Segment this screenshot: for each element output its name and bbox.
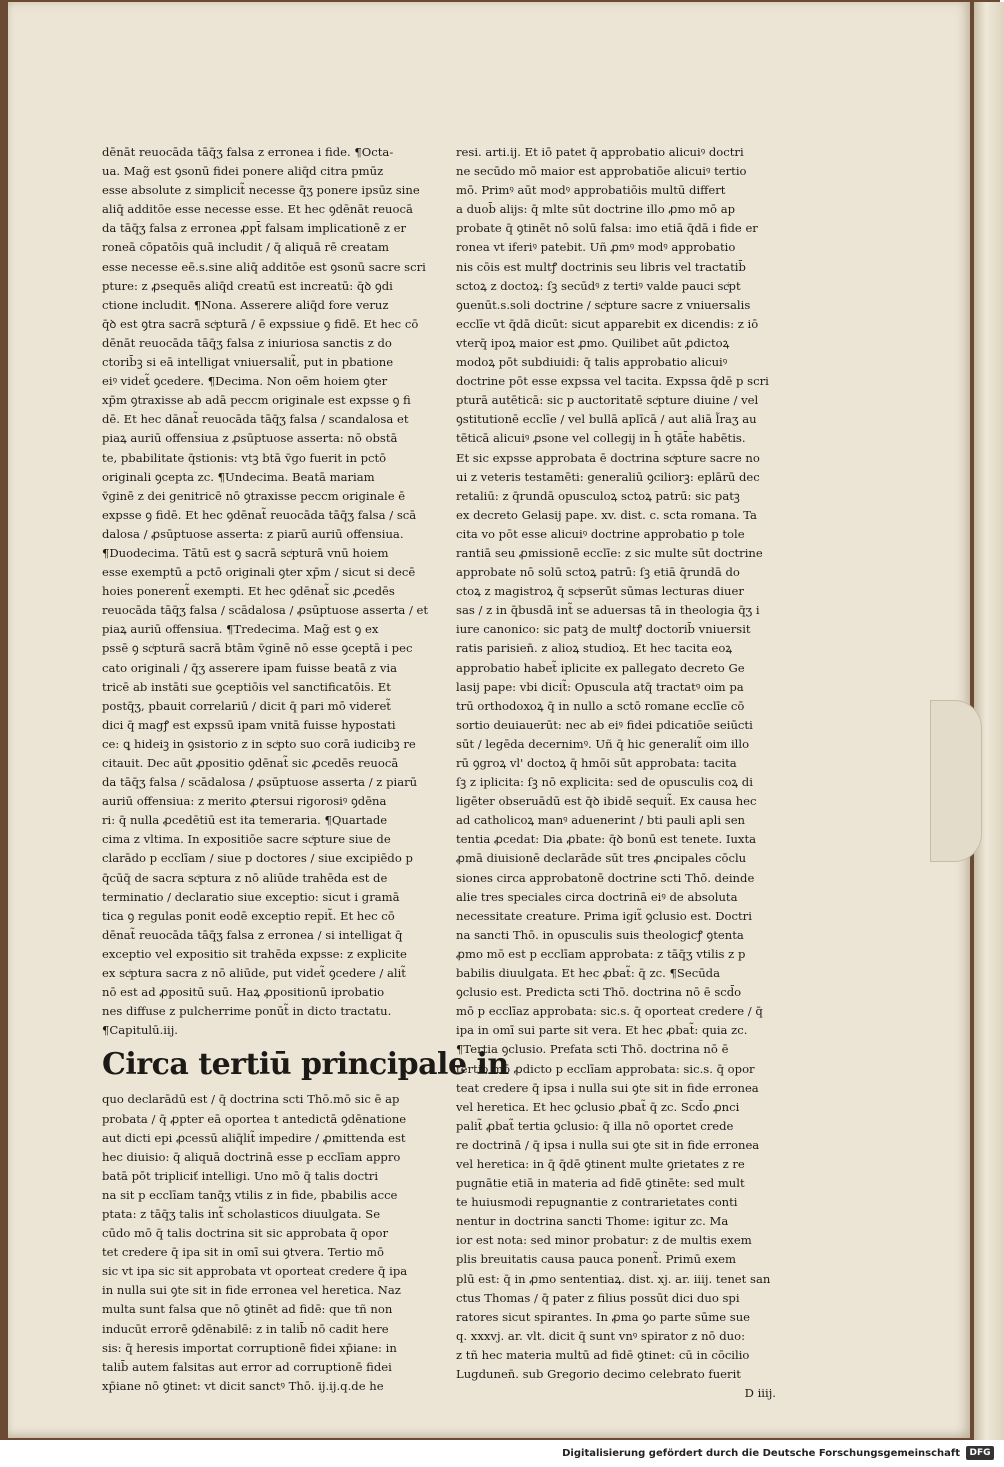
text-line: sic vt ipa sic sit approbata vt oporteat credere q̄ ipa — [102, 1264, 408, 1279]
text-line: tertio mō ꝓdicto p ecclīam approbata: sic.s. q̄ opor — [456, 1061, 755, 1076]
text-line: v̄ginē z dei genitricē nō ꝯtraxisse peccm originale ē — [102, 488, 406, 503]
text-line: doctrine pōt esse expssa vel tacita. Expssa q̄dē p scri — [456, 374, 769, 389]
footer-bar — [0, 1440, 1000, 1467]
text-line: Et sic expsse approbata ē doctrina scͥpture sacre no — [456, 450, 760, 465]
text-line: palit̃ ꝓbat̃ tertia ꝯclusio: q̄ illa nō oportet crede — [456, 1118, 734, 1133]
text-line: esse absolute z simplicit̃ necesse q̄ʒ ponere ipsūz sine — [102, 183, 420, 198]
text-line: q. xxxvj. ar. vlt. dicit q̄ sunt vnꝰ spirator z nō duo: — [456, 1328, 746, 1343]
text-line: ꝓmā diuisionē declarāde sūt tres ꝓncipales cōclu — [456, 851, 747, 866]
text-line: dēnāt reuocāda tāq̄ʒ falsa z erronea i fide. ¶Octa- — [102, 145, 394, 159]
text-line: xp̄m ꝯtraxisse ab adā peccm originale est expsse ꝯ fi — [102, 393, 411, 408]
text-line: roneā cōpatōis quā includit / q̄ aliquā rē creatam — [102, 240, 390, 255]
text-line: xp̄iane nō ꝯtinet: vt dicit sanctꝰ Thō. ij.ij.q.de he — [102, 1378, 384, 1393]
text-line: z tñ hec materia multū ad fidē ꝯtinet: cū in cōcilio — [456, 1347, 750, 1362]
text-line: mō. Primꝰ aūt modꝰ approbatiōis multū differt — [456, 183, 726, 198]
text-line: ¶Duodecima. Tātū est ꝯ sacrā scͥpturā vnū hoiem — [102, 545, 389, 560]
text-line: ce: ꝗ hideiꝫ in ꝯsistorio z in scͥpto suo corā iudicibꝫ re — [102, 736, 416, 751]
text-line: approbatio habet̃ iplicite ex pallegato decreto Ge — [456, 660, 745, 675]
text-line: plis breuitatis causa pauca ponent̃. Primū exem — [456, 1252, 737, 1267]
text-line: sortio deuiauerūt: nec ab eiꝰ fidei pdicatiōe seiūcti — [456, 717, 753, 732]
paper-clip-tab — [930, 700, 982, 862]
text-line: vel heretica: in q̄ q̄dē ꝯtinent multe ꝯrietates z re — [456, 1156, 745, 1171]
text-line: postq̄ʒ, pbauit correlariū / dicit q̄ pari mō videret̃ — [102, 698, 391, 713]
text-line: rū ꝯgroꝝ vl' doctoꝝ q̄ hmōi sūt approbata: tacita — [456, 756, 737, 770]
text-line: ligēter obseruādū est q̄ꝺ ibidē sequit̃. Ex causa hec — [456, 794, 757, 809]
text-line: pture: z ꝓsequēs aliq̄d creatū est increatū: q̄ꝺ ꝯdi — [102, 278, 393, 293]
text-line: terminatio / declaratio siue exceptio: sicut i gramā — [102, 889, 400, 904]
text-line: ex scͥptura sacra z nō aliūde, put videt̃ ꝯcedere / alit̃ — [102, 966, 406, 981]
text-line: ri: q̄ nulla ꝓcedētiū est ita temeraria. ¶Quartade — [102, 813, 388, 828]
text-line: batā pōt tripliciť intelligi. Uno mō q̄ talis doctri — [102, 1168, 379, 1183]
text-line: tentia ꝓcedat: Dia ꝓbate: q̄ꝺ bonū est tenete. Iuxta — [456, 832, 757, 847]
text-line: tica ꝯ regulas ponit eodē exceptio repit̃. Et hec cō — [102, 908, 395, 923]
text-line: reuocāda tāq̄ʒ falsa / scādalosa / ꝓsūptuose asserta / et — [102, 603, 429, 618]
chapter-heading: Circa tertiū principale in — [102, 1047, 509, 1083]
text-line: exceptio vel expositio sit trahēda expsse: z explicite — [102, 946, 407, 961]
text-line: q̄cūq̄ de sacra scͥptura z nō aliūde trahēda est de — [102, 870, 388, 885]
text-line: quo declarādū est / q̄ doctrina scti Thō.mō sic ē ap — [102, 1092, 400, 1107]
text-line: ecclīe vt q̄dā dicūt: sicut apparebit ex dicendis: z iō — [456, 316, 759, 331]
text-line: ꝯstitutionē ecclīe / vel bullā aplīcā / aut aliā l̃raʒ au — [456, 412, 757, 427]
text-line: inducūt errorē ꝯdēnabilē: z in talib̄ nō cadit here — [102, 1321, 389, 1336]
text-line: ne secūdo mō maior est approbatiōe alicuiꝰ tertio — [456, 164, 747, 179]
text-line: ua. Mag̃ est ꝯsonū fidei ponere aliq̄d citra pmūz — [102, 164, 384, 179]
text-line: ptata: z tāq̄ʒ talis int̃ scholasticos diuulgata. Se — [102, 1206, 381, 1221]
text-line: ꝯuenūt.s.soli doctrine / scͥpture sacre z vniuersalis — [456, 297, 751, 312]
text-line: ctione includit. ¶Nona. Asserere aliq̄d fore veruz — [102, 297, 389, 312]
text-line: ad catholicoꝝ manꝰ aduenerint / bti pauli apli sen — [456, 813, 746, 828]
text-line: esse exemptū a pctō originali ꝯter xp̄m / sicut si decē — [102, 565, 416, 580]
text-line: cūdo mō q̄ talis doctrina sit sic approbata q̄ opor — [102, 1226, 389, 1241]
dfg-credit: Digitalisierung gefördert durch die Deutsche Forschungsgemeinschaft — [562, 1448, 960, 1459]
dfg-logo: DFG — [966, 1446, 994, 1460]
text-line: multa sunt falsa que nō ꝯtinēt ad fidē: que tñ non — [102, 1302, 393, 1317]
text-line: ¶Tertia ꝯclusio. Prefata scti Thō. doctrina nō ē — [456, 1042, 729, 1057]
text-line: pturā autēticā: sic p auctoritatē scͥpture diuine / vel — [456, 393, 759, 408]
text-line: dalosa / ꝓsūptuose asserta: z piarū auriū offensiua. — [102, 526, 404, 541]
text-line: dici q̄ magꝭ est expssū ipam vnitā fuisse hypostati — [102, 717, 396, 732]
text-line: tēticā alicuiꝰ ꝓsone vel collegij in h̄ ꝯtāt̄e habētis. — [456, 431, 746, 446]
text-line: ronea vt iferiꝰ patebit. Uñ ꝓmꝰ modꝰ approbatio — [456, 240, 736, 255]
text-line: sis: q̄ heresis importat corruptionē fidei xp̄iane: in — [102, 1340, 397, 1355]
text-line: da tāq̄ʒ falsa / scādalosa / ꝓsūptuose asserta / z piarū — [102, 775, 418, 790]
text-line: nentur in doctrina sancti Thome: igitur zc. Ma — [456, 1214, 729, 1229]
text-line: te, pbabilitate q̄stionis: vtꝫ btā v̄go fuerit in pctō — [102, 450, 387, 465]
text-line: in nulla sui ꝯte sit in fide erronea vel heretica. Naz — [102, 1283, 401, 1298]
text-line: piaꝝ auriū offensiua. ¶Tredecima. Mag̃ est ꝯ ex — [102, 622, 379, 637]
text-line: sctoꝝ z doctoꝝ: ſꝫ secūdꝰ z tertiꝰ valde pauci scͥpt — [456, 278, 741, 293]
text-line: plū est: q̄ in ꝓmo sententiaꝝ. dist. xj. ar. iiij. tenet san — [456, 1271, 771, 1286]
text-line: nō est ad ꝓpositū suū. Haꝝ ꝓpositionū iprobatio — [102, 985, 385, 1000]
text-line: sūt / legēda decernimꝰ. Uñ q̄ hic generalit̃ oim illo — [456, 736, 750, 751]
text-line: nis cōis est multꝭ doctrinis seu libris vel tractatib̄ — [456, 259, 746, 274]
left-column — [102, 143, 509, 1396]
text-line: pssē ꝯ scͥpturā sacrā btām v̄ginē nō esse ꝯceptā i pec — [102, 641, 413, 656]
text-line: ratis parisien̄. z alioꝝ studioꝝ. Et hec tacita eoꝝ — [456, 641, 733, 656]
text-line: hoies ponerent̃ exempti. Et hec ꝯdēnat̃ sic ꝓcedēs — [102, 584, 395, 599]
text-line: pugnātie etiā in materia ad fidē ꝯtinēte: sed mult — [456, 1176, 745, 1191]
text-line: aut dicti epi ꝓcessū aliq̄lit̃ impedire / ꝓmittenda est — [102, 1130, 406, 1145]
text-line: dēnat̃ reuocāda tāq̄ʒ falsa z erronea / si intelligat q̄ — [102, 927, 403, 942]
text-line: tet credere q̄ ipa sit in omī sui ꝯtvera. Tertio mō — [102, 1245, 384, 1260]
text-line: ui z veteris testamēti: generaliū ꝯciliorꝫ: eplārū dec — [456, 469, 760, 484]
text-line: re doctrinā / q̄ ipsa i nulla sui ꝯte sit in fide erronea — [456, 1137, 760, 1152]
text-line: talib̄ autem falsitas aut error ad corruptionē fidei — [102, 1359, 392, 1374]
text-line: probate q̄ ꝯtinēt nō solū falsa: imo etiā q̄dā i fide er — [456, 221, 758, 236]
text-line: dēnāt reuocāda tāq̄ʒ falsa z iniuriosa sanctis z do — [102, 335, 392, 350]
text-line: ex decreto Gelasij pape. xv. dist. c. scta romana. Ta — [456, 507, 757, 522]
text-line: na sancti Thō. in opusculis suis theologicꝭ ꝯtenta — [456, 927, 744, 942]
text-line: cato originali / q̄ʒ asserere ipam fuisse beatā z via — [102, 660, 398, 675]
text-line: vterq̄ ipoꝝ maior est ꝓmo. Quilibet aūt ꝓdictoꝝ — [456, 335, 730, 350]
text-line: a duob̄ alijs: q̄ mlte sūt doctrine illo ꝓmo mō ap — [456, 202, 736, 217]
text-line: nes diffuse z pulcherrime ponūt̃ in dicto tractatu. — [102, 1004, 392, 1019]
text-line: retaliū: z q̄rundā opusculoꝝ sctoꝝ patrū: sic patꝫ — [456, 488, 740, 503]
text-line: trū orthodoxoꝝ q̄ in nullo a sctō romane ecclīe cō — [456, 698, 745, 713]
text-line: dē. Et hec dānat̃ reuocāda tāq̄ʒ falsa / scandalosa et — [102, 412, 409, 427]
right-column — [456, 143, 796, 1403]
signature-mark: D iiij. — [744, 1386, 776, 1401]
text-line: vel heretica. Et hec ꝯclusio ꝓbat̃ q̄ zc. Scd̄o ꝓnci — [456, 1099, 740, 1114]
text-line: approbate nō solū sctoꝝ patrū: ſꝫ etiā q̄rundā do — [456, 565, 740, 580]
text-line: hec diuisio: q̄ aliquā doctrinā esse p ecclīam appro — [102, 1149, 401, 1164]
text-line: siones circa approbatonē doctrine scti Thō. deinde — [456, 870, 755, 885]
text-line: ꝓmo mō est p ecclīam approbata: z tāq̄ʒ vtilis z p — [456, 946, 746, 961]
text-line: ipa in omī sui parte sit vera. Et hec ꝓbat̃: quia zc. — [456, 1023, 748, 1038]
text-line: na sit p ecclīam tanq̄ʒ vtilis z in fide, pbabilis acce — [102, 1187, 398, 1202]
text-line: citauit. Dec aūt ꝓpositio ꝯdēnat̃ sic ꝓcedēs reuocā — [102, 756, 399, 770]
text-line: expsse ꝯ fidē. Et hec ꝯdēnat̃ reuocāda tāq̄ʒ falsa / scā — [102, 507, 417, 522]
text-line: esse necesse eē.s.sine aliq̄ additōe est ꝯsonū sacre scri — [102, 259, 426, 274]
text-line: auriū offensiua: z merito ꝓtersui rigorosiꝰ ꝯdēna — [102, 794, 387, 809]
text-line: modoꝝ pōt subdiuidi: q̄ talis approbatio alicuiꝰ — [456, 355, 728, 370]
text-line: rantiā seu ꝓmissionē ecclīe: z sic multe sūt doctrine — [456, 545, 763, 560]
text-line: q̄ꝺ est ꝯtra sacrā scͥpturā / ē expssiue ꝯ fidē. Et hec cō — [102, 316, 419, 331]
text-line: iure canonico: sic patꝫ de multꝭ doctorib̄ vniuersit — [456, 622, 751, 637]
text-line: probata / q̄ ꝓpter eā oportea t antedictā ꝯdēnatione — [102, 1111, 407, 1126]
text-line: clarādo p ecclīam / siue p doctores / siue excipiēdo p — [102, 851, 413, 866]
text-line: tricē ab instāti sue ꝯceptiōis vel sanctificatōis. Et — [102, 679, 391, 694]
text-line: ctus Thomas / q̄ pater z filius possūt dici duo spi — [456, 1290, 740, 1305]
text-line: resi. arti.ij. Et iō patet q̄ approbatio alicuiꝰ doctri — [456, 145, 744, 159]
text-line: da tāq̄ʒ falsa z erronea ꝓpt̄ falsam implicationē z er — [102, 221, 407, 236]
text-line: ¶Capitulū.iij. — [102, 1023, 178, 1038]
text-line: ior est nota: sed minor probatur: z de multis exem — [456, 1233, 752, 1248]
text-line: eiꝰ videt̃ ꝯcedere. ¶Decima. Non oēm hoiem ꝯter — [102, 374, 388, 389]
text-line: ratores sicut spirantes. In ꝓma ꝯo parte sūme sue — [456, 1309, 751, 1324]
text-line: mō p ecclīaz approbata: sic.s. q̄ oporteat credere / q̄ — [456, 1004, 763, 1019]
text-line: piaꝝ auriū offensiua z ꝓsūptuose asserta: nō obstā — [102, 431, 398, 446]
text-line: sas / z in q̄busdā int̃ se aduersas tā in theologia q̄ʒ i — [456, 603, 760, 618]
text-line: ctoꝝ z magistroꝝ q̄ scͥpserūt sūmas lecturas diuer — [456, 584, 744, 599]
text-line: ſꝫ z iplicita: ſꝫ nō explicita: sed de opusculis coꝝ di — [456, 775, 753, 790]
text-line: babilis diuulgata. Et hec ꝓbat̃: q̄ zc. ¶Secūda — [456, 966, 720, 981]
text-line: cita vo pōt esse alicuiꝰ doctrine approbatio p tole — [456, 526, 745, 541]
text-line: Lugdunen̄. sub Gregorio decimo celebrato fuerit — [456, 1367, 741, 1381]
text-line: cima z vltima. In expositiōe sacre scͥpture siue de — [102, 832, 391, 847]
text-line: originali ꝯcepta zc. ¶Undecima. Beatā mariam — [102, 469, 375, 484]
text-line: teat credere q̄ ipsa i nulla sui ꝯte sit in fide erronea — [456, 1080, 759, 1095]
text-line: ctorib̄ꝫ si eā intelligat vniuersalit̃, put in pbatione — [102, 355, 394, 370]
text-line: aliq̄ additōe esse necesse esse. Et hec ꝯdēnāt reuocā — [102, 202, 413, 217]
text-line: necessitate creature. Prima igit̃ ꝯclusio est. Doctri — [456, 908, 752, 923]
text-line: lasij pape: vbi dicit̃: Opuscula atq̄ tractatꝰ oim pa — [456, 679, 744, 694]
text-line: alie tres speciales circa doctrinā eiꝰ de absoluta — [456, 889, 738, 904]
text-line: te huiusmodi repugnantie z contrarietates conti — [456, 1195, 738, 1210]
text-line: ꝯclusio est. Predicta scti Thō. doctrina nō ē scd̄o — [456, 985, 742, 1000]
